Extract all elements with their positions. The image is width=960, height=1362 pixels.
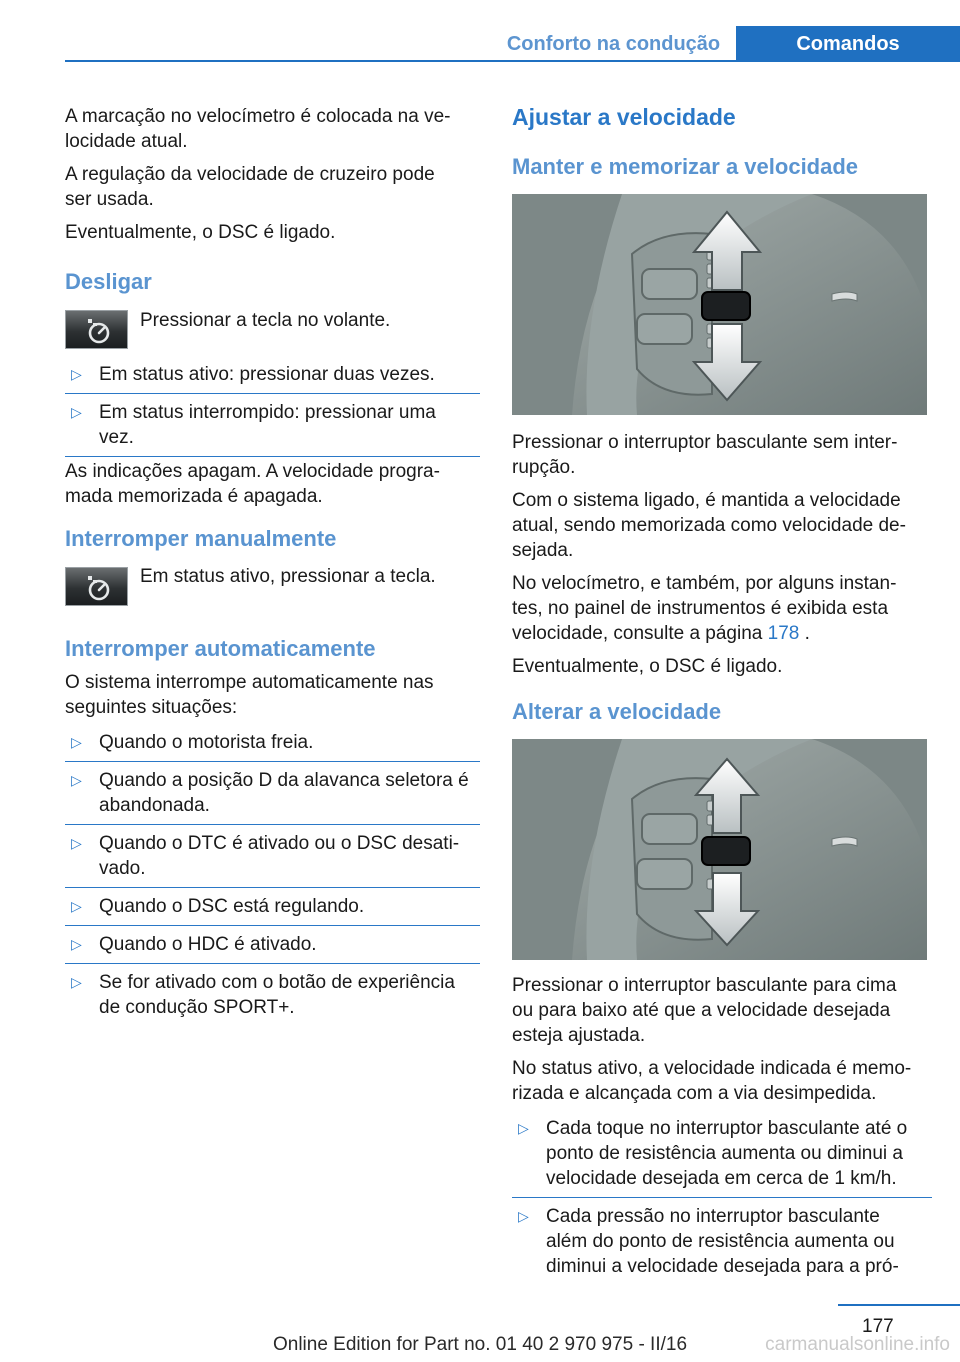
paragraph: A regulação da velocidade de cruzeiro pode ser usada. bbox=[65, 164, 435, 210]
triangle-right-outline-icon: ▷ bbox=[71, 772, 82, 788]
heading-alterar-velocidade: Alterar a velocidade bbox=[512, 699, 722, 724]
paragraph: Pressionar o interruptor basculante sem inter‐ rupção. bbox=[512, 432, 898, 478]
heading-interromper-manualmente: Interromper manualmente bbox=[65, 526, 337, 551]
paragraph: Eventualmente, o DSC é ligado. bbox=[65, 222, 336, 243]
triangle-right-outline-icon: ▷ bbox=[71, 936, 82, 952]
header-rule bbox=[65, 60, 960, 62]
heading-interromper-automaticamente: Interromper automaticamente bbox=[65, 636, 376, 661]
desligar-text: Pressionar a tecla no volante. bbox=[140, 310, 391, 331]
list-item: ▷ Cada pressão no interruptor basculante além do ponto de resistência aumenta ou diminui a velocidade desejada para a pró‐ bbox=[512, 1204, 932, 1279]
list-item: ▷ Quando a posição D da alavanca seletora é abandonada. bbox=[65, 768, 480, 818]
divider bbox=[65, 761, 480, 762]
paragraph: As indicações apagam. A velocidade progra‐ mada memorizada é apagada. bbox=[65, 461, 440, 507]
paragraph: O sistema interrompe automaticamente nas seguintes situações: bbox=[65, 672, 434, 718]
divider bbox=[65, 393, 480, 394]
triangle-right-outline-icon: ▷ bbox=[71, 734, 82, 750]
paragraph: A marcação no velocímetro é colocada na ve‐ locidade atual. bbox=[65, 106, 451, 152]
edition-line: Online Edition for Part no. 01 40 2 970 975 - II/16 bbox=[272, 1334, 688, 1355]
list-item: ▷ Quando o DSC está regulando. bbox=[65, 894, 480, 919]
manual-text: Em status ativo, pressionar a tecla. bbox=[140, 566, 436, 587]
paragraph: No status ativo, a velocidade indicada é memo‐ rizada e alcançada com a via desimpedida. bbox=[512, 1058, 912, 1104]
divider bbox=[65, 456, 480, 457]
paragraph: Com o sistema ligado, é mantida a velocidade atual, sendo memorizada como velocidade de‐ sejada. bbox=[512, 490, 906, 561]
right-column-text-2 bbox=[512, 973, 932, 1279]
bullet-list-auto bbox=[65, 670, 480, 1020]
triangle-right-outline-icon: ▷ bbox=[518, 1120, 529, 1136]
list-item: ▷ Quando o motorista freia. bbox=[65, 730, 480, 755]
list-item: ▷ Cada toque no interruptor basculante até o ponto de resistência aumenta ou diminui a velocidade desejada em cerca de 1 km/h. bbox=[512, 1116, 932, 1191]
triangle-right-outline-icon: ▷ bbox=[71, 898, 82, 914]
list-item: ▷ Se for ativado com o botão de experiência de condução SPORT+. bbox=[65, 970, 480, 1020]
footer-rule bbox=[838, 1304, 960, 1306]
divider bbox=[65, 963, 480, 964]
list-item: ▷ Em status interrompido: pressionar uma vez. bbox=[65, 400, 480, 450]
heading-ajustar-velocidade: Ajustar a velocidade bbox=[512, 104, 736, 130]
right-column-text-1 bbox=[512, 430, 932, 679]
divider bbox=[512, 1197, 932, 1198]
watermark: carmanualsonline.info bbox=[765, 1334, 950, 1355]
divider bbox=[65, 887, 480, 888]
paragraph: Eventualmente, o DSC é ligado. bbox=[512, 656, 783, 677]
steering-wheel-rocker-switch-up-down-image bbox=[512, 194, 927, 415]
list-item: ▷ Quando o DTC é ativado ou o DSC desati‐ vado. bbox=[65, 831, 480, 881]
triangle-right-outline-icon: ▷ bbox=[71, 835, 82, 851]
list-item: ▷ Quando o HDC é ativado. bbox=[65, 932, 480, 957]
paragraph: Pressionar o interruptor basculante para cima ou para baixo até que a velocidade desejada esteja ajustada. bbox=[512, 975, 897, 1046]
cruise-control-button-icon bbox=[65, 310, 128, 349]
paragraph-text: . bbox=[799, 623, 810, 644]
paragraph bbox=[512, 571, 932, 646]
steering-wheel-rocker-switch-change-image bbox=[512, 739, 927, 960]
bullet-list-desligar bbox=[65, 362, 480, 509]
page-number: 177 bbox=[862, 1316, 894, 1337]
cruise-control-button-icon bbox=[65, 567, 128, 606]
list-item: ▷ Em status ativo: pressionar duas vezes. bbox=[65, 362, 480, 387]
header-chapter-tab: Comandos bbox=[736, 26, 960, 62]
left-column bbox=[65, 104, 480, 245]
paragraph-text: No velocímetro, e também, por alguns instan‐ tes, no painel de instrumentos é exibida esta velocidade, consulte a página bbox=[512, 573, 897, 644]
triangle-right-outline-icon: ▷ bbox=[518, 1208, 529, 1224]
header-section-title: Conforto na condução bbox=[506, 32, 721, 55]
heading-manter-memorizar: Manter e memorizar a velocidade bbox=[512, 154, 859, 179]
divider bbox=[65, 925, 480, 926]
page-reference-link[interactable]: 178 bbox=[767, 623, 800, 644]
triangle-right-outline-icon: ▷ bbox=[71, 366, 82, 382]
heading-desligar: Desligar bbox=[65, 269, 152, 294]
divider bbox=[65, 824, 480, 825]
triangle-right-outline-icon: ▷ bbox=[71, 404, 82, 420]
triangle-right-outline-icon: ▷ bbox=[71, 974, 82, 990]
